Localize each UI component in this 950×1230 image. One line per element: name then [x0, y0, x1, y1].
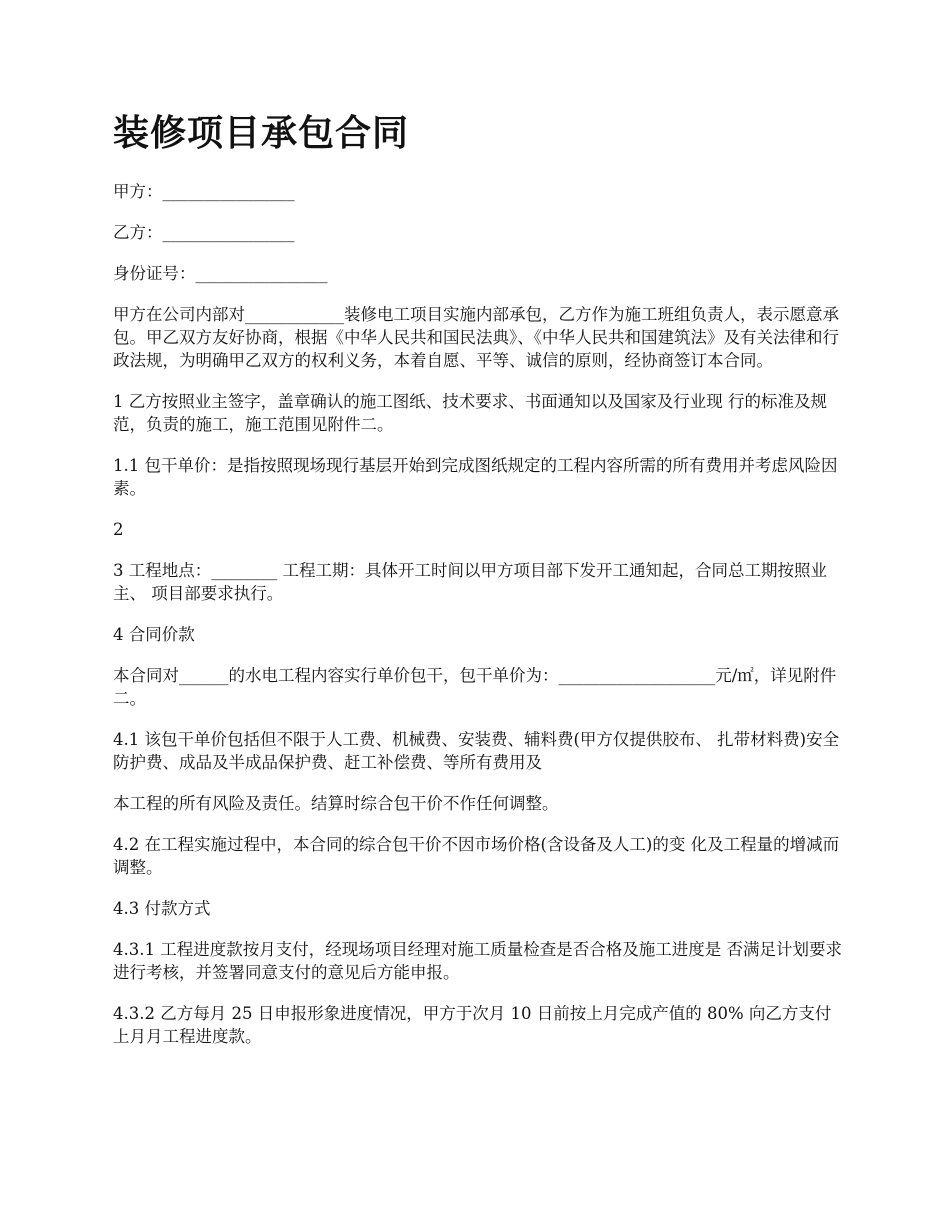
clause-4-heading: 4 合同价款	[113, 625, 195, 644]
id-number-line: 身份证号：________________	[113, 264, 328, 283]
party-a-line: 甲方：________________	[113, 182, 295, 201]
preamble-paragraph: 甲方在公司内部对____________装修电工项目实施内部承包，乙方作为施工班组负责人，表示愿意承包。甲乙双方友好协商，根据《中华人民共和国民法典》、《中华人民共和国建筑法》及有关法律和行政法规，为明确甲乙双方的权利义务，本着自愿、平等、诚信的原则，经协商签订本合同。	[113, 305, 839, 370]
contract-price-paragraph: 本合同对______的水电工程内容实行单价包干，包干单价为：___________________元/㎡，详见附件二。	[113, 666, 837, 708]
clause-2: 2	[113, 520, 124, 539]
clause-4-3-2: 4.3.2 乙方每月 25 日申报形象进度情况，甲方于次月 10 日前按上月完成产值的 80% 向乙方支付上月月工程进度款。	[113, 1004, 832, 1046]
clause-4-3-1: 4.3.1 工程进度款按月支付，经现场项目经理对施工质量检查是否合格及施工进度是 否满足计划要求进行考核，并签署同意支付的意见后方能申报。	[113, 940, 842, 982]
clause-1-1: 1.1 包干单价：是指按照现场现行基层开始到完成图纸规定的工程内容所需的所有费用并考虑风险因素。	[113, 456, 838, 498]
clause-4-1: 4.1 该包干单价包括但不限于人工费、机械费、安装费、辅料费(甲方仅提供胶布、 扎带材料费)安全防护费、成品及半成品保护费、赶工补偿费、等所有费用及	[113, 730, 840, 772]
clause-3: 3 工程地点：________ 工程工期：具体开工时间以甲方项目部下发开工通知起，合同总工期按照业主、 项目部要求执行。	[113, 561, 827, 603]
clause-1: 1 乙方按照业主签字，盖章确认的施工图纸、技术要求、书面通知以及国家及行业现 行的标准及规范，负责的施工，施工范围见附件二。	[113, 392, 827, 434]
party-b-line: 乙方：________________	[113, 223, 295, 242]
clause-4-3-heading: 4.3 付款方式	[113, 899, 211, 918]
clause-4-1-continued: 本工程的所有风险及责任。结算时综合包干价不作任何调整。	[113, 794, 559, 813]
document-page	[113, 108, 843, 1066]
document-title: 装修项目承包合同	[113, 113, 410, 154]
clause-4-2: 4.2 在工程实施过程中，本合同的综合包干价不因市场价格(含设备及人工)的变 化及工程量的增减而调整。	[113, 835, 840, 877]
